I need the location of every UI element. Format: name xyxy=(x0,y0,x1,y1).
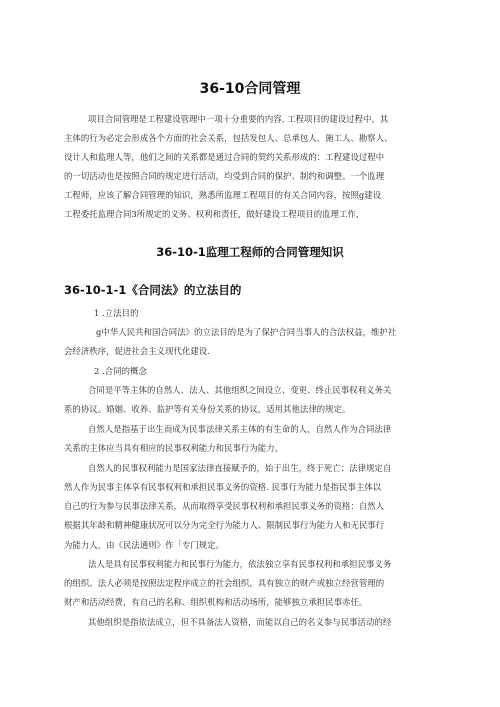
page-title: 36-10合同管理 xyxy=(199,81,301,97)
para-4-line-1: 自然人的民事权利能力是国家法律直接赋予的，始于出生，终于死亡；法律规定自 xyxy=(88,463,392,473)
para-5-line-2: 的组织。法人必须是按照法定程序成立的社会组织，具有独立的财产或独立经营管理的 xyxy=(64,578,385,588)
item-2-line-2: 系的协议。婚姻、收养、监护等有关身份关系的协议，适用其他法律的规定。 xyxy=(64,404,351,414)
item-2-label: 2 .合同的概念 xyxy=(94,366,147,376)
intro-line-6: 工程委托监理合同3所规定的义务、权利和责任，做好建设工程项目的监理工作， xyxy=(64,209,365,219)
para-4-line-2: 然人作为民事主体享有民事权利和承担民事义务的资格. 民事行为能力是指民事主体以 xyxy=(64,482,382,492)
intro-line-5: 工程师，应该了解合同管理的知识，熟悉所监理工程项目的有关合同内容，按照g建设 xyxy=(64,190,382,200)
para-3-line-2: 关系的主体应当具有相应的民事权利能力和民事行为能力。 xyxy=(64,443,284,453)
intro-line-3: 设计人和监理人等，他们之间的关系都是通过合同的契约关系形成的：工程建设过程中 xyxy=(64,152,385,162)
para-6-line-1: 其他组织是指依法成立，但不具备法人资格，而能以自己的名义参与民事活动的经 xyxy=(88,617,392,627)
para-4-line-3: 自己的行为参与民事法律关系，从而取得享受民事权利和承担民事义务的资格：自然人 xyxy=(64,501,385,511)
item-1-line-2: 会经济秩序，促进社会主义现代化建设. xyxy=(64,346,210,356)
para-5-line-1: 法人是具有民事权利能力和民事行为能力，依法独立享有民事权利和承担民事义务 xyxy=(88,559,392,569)
item-2-line-1: 合同是平等主体的自然人、法人、其他组织之间设立、变更、终止民事权利义务关 xyxy=(88,385,392,395)
intro-line-1: 项目合同管理是工程建设管理中一项十分重要的内容. 工程项目的建设过程中，其 xyxy=(88,114,389,124)
intro-line-2: 主体的行为必定会形成各个方面的社会关系，包括发包人、总承包人、施工人、勘察人、 xyxy=(64,133,393,143)
item-1-line-1: g中华人民共和国合同法》的立法目的是为了保护合同当事人的合法权益，维护社 xyxy=(96,327,397,337)
para-3-line-1: 自然人是指基于出生而成为民事法律关系主体的有生命的人，自然人作为合同法律 xyxy=(88,424,392,434)
para-4-line-5: 为能力人，由《民法通则》作「专门规定。 xyxy=(64,540,225,550)
subsection-heading: 36-10-1-1《合同法》的立法目的 xyxy=(64,283,242,297)
para-5-line-3: 财产和活动经费，有自己的名称、组织机构和活动场所，能够独立承担民事赤任。 xyxy=(64,597,368,607)
section-heading: 36-10-1监理工程师的合同管理知识 xyxy=(156,245,344,259)
para-4-line-4: 根据其年龄和精神健康状况可以分为完全行为能力人、限制民事行为能力人和无民事行 xyxy=(64,520,385,530)
item-1-label: 1 .立法目的 xyxy=(94,308,139,318)
intro-line-4: 的一切活动也是按照合同的规定进行活动，均受到合同的保护、制约和调整。一个监理 xyxy=(64,171,385,181)
